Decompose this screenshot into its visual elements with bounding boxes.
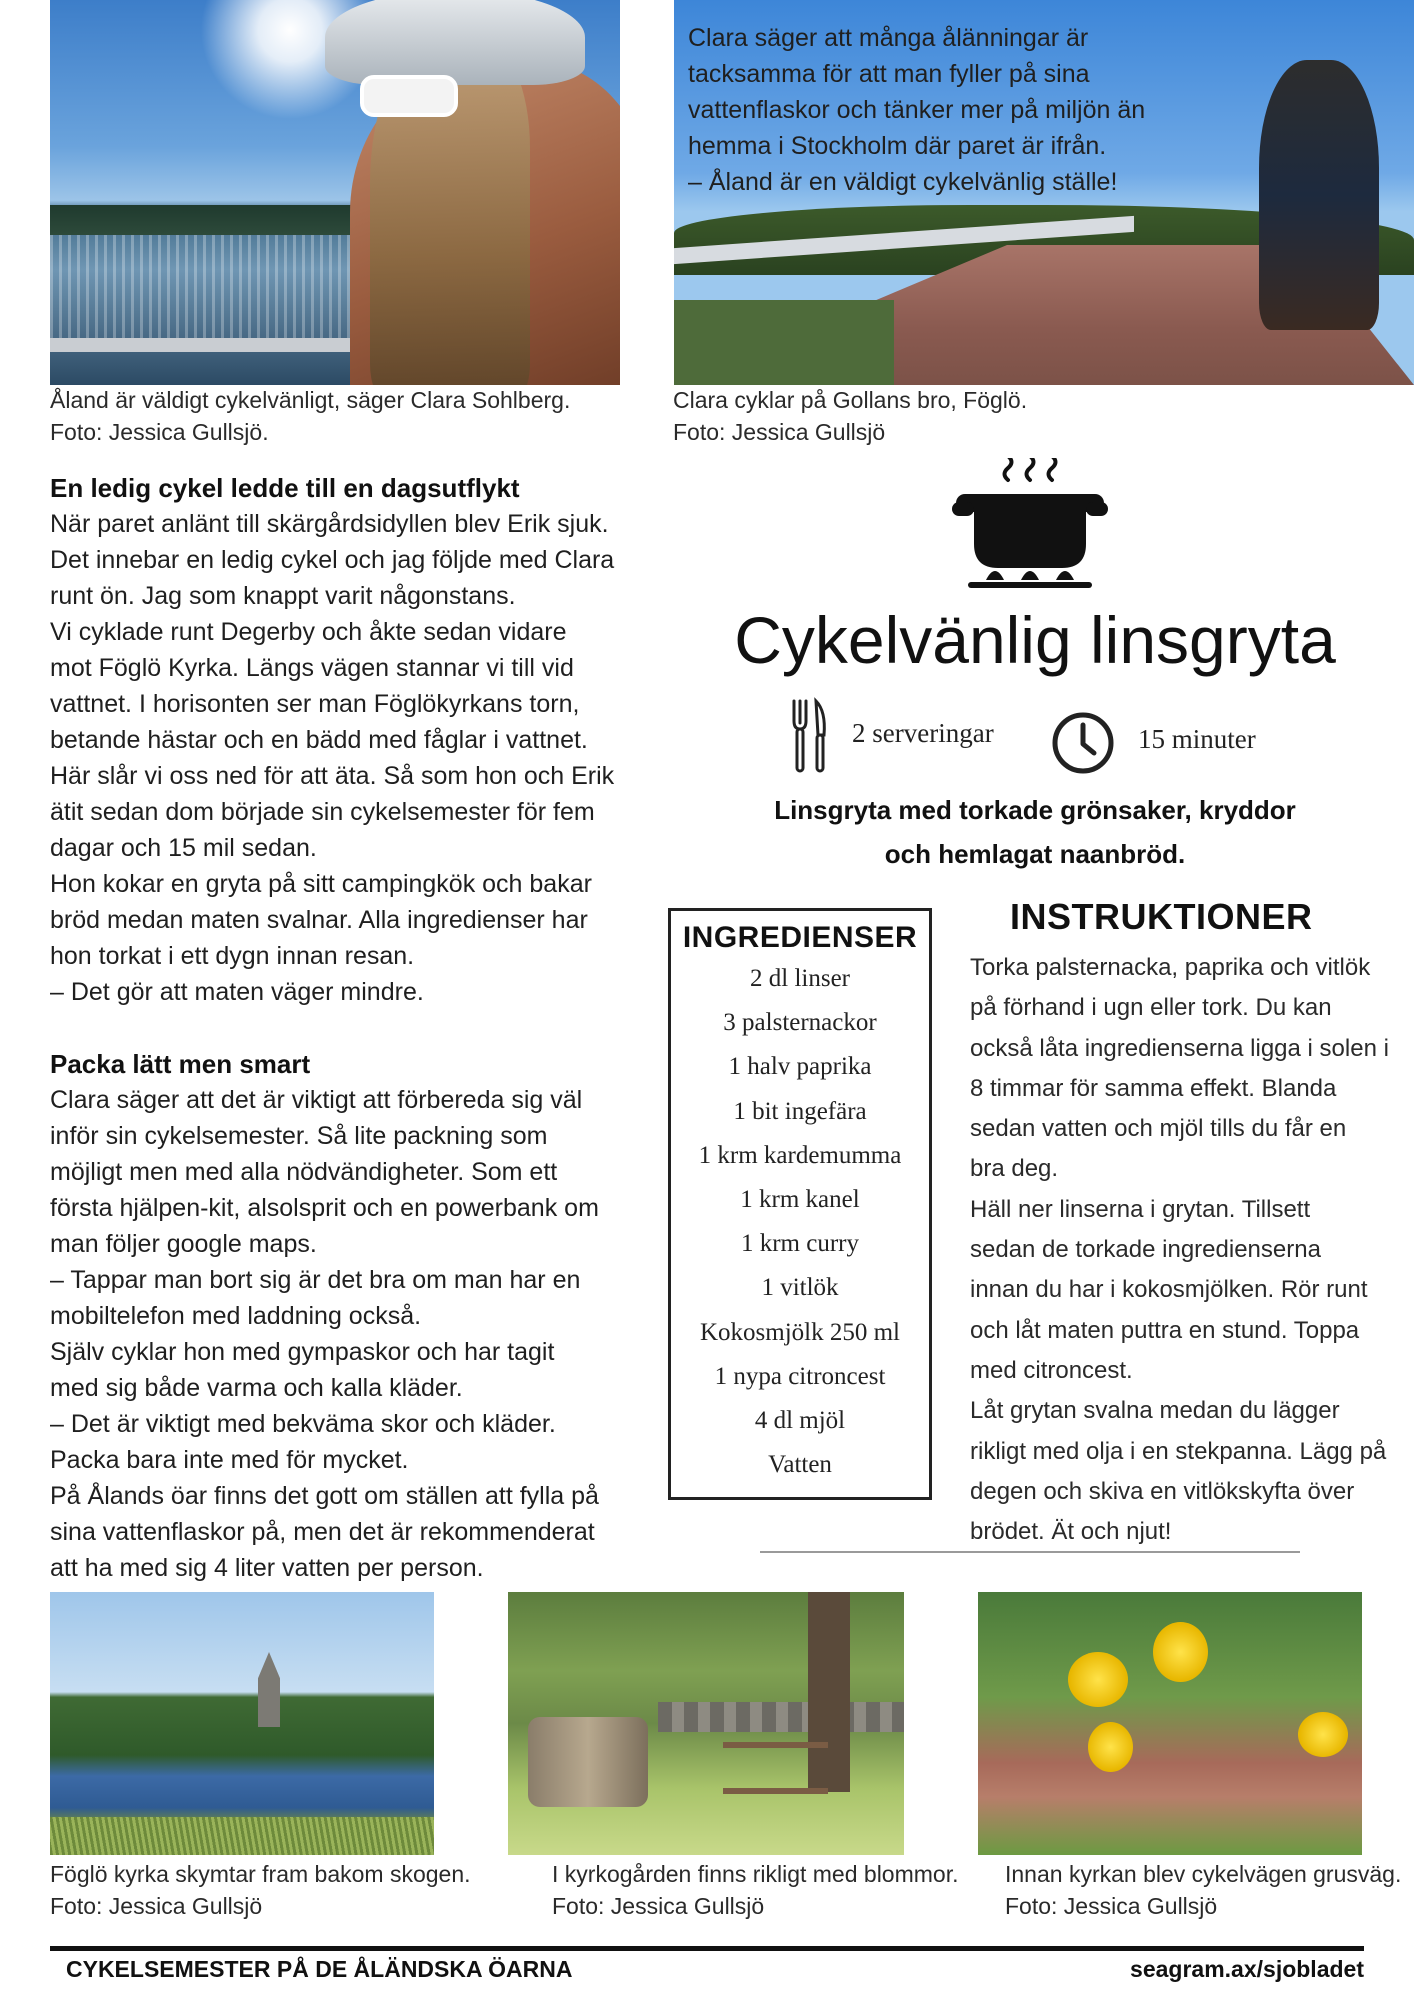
article-line: Här slår vi oss ned för att äta. Så som hon och Erik (50, 762, 615, 790)
quote-line: Clara säger att många ålänningar är (688, 24, 1089, 52)
article-line: betande hästar och en bädd med fåglar i vattnet. (50, 726, 588, 754)
instruction-line: Häll ner linserna i grytan. Tillsett (970, 1195, 1311, 1223)
article-line: – Det gör att maten väger mindre. (50, 978, 424, 1006)
ingredient-item: 4 dl mjöl (754, 1406, 846, 1434)
ingredient-item: 1 krm curry (740, 1230, 860, 1258)
article-line: med sig både varma och kalla kläder. (50, 1374, 463, 1402)
instruction-line: Låt grytan svalna medan du lägger (970, 1397, 1340, 1425)
recipe-title: Cykelvänlig linsgryta (734, 603, 1336, 677)
article-line: mobiltelefon med laddning också. (50, 1302, 422, 1330)
article-line: man följer google maps. (50, 1230, 317, 1258)
instructions-text (970, 948, 1410, 1552)
section-heading: En ledig cykel ledde till en dagsutflykt (50, 473, 520, 503)
fork-knife-icon (790, 697, 830, 775)
yellow-flower (1298, 1712, 1348, 1757)
ingredient-item: 1 krm kanel (740, 1185, 860, 1213)
instruction-line: också låta ingredienserna ligga i solen i (970, 1034, 1389, 1062)
article-line: dagar och 15 mil sedan. (50, 834, 317, 862)
article-line: sina vattenflaskor på, men det är rekommenderat (50, 1518, 595, 1546)
instruction-line: bra deg. (970, 1155, 1059, 1183)
instruction-line: innan du har i kokosmjölken. Rör runt (970, 1276, 1368, 1304)
article-line: inför sin cykelsemester. Så lite packning som (50, 1122, 548, 1150)
quote-line: tacksamma för att man fyller på sina (688, 60, 1090, 88)
instruction-line: på förhand i ugn eller tork. Du kan (970, 994, 1332, 1022)
article-line: vattnet. I horisonten ser man Föglökyrkans torn, (50, 690, 580, 718)
bike-helmet (325, 0, 585, 85)
article-line: bröd medan maten svalnar. Alla ingredienser har (50, 906, 588, 934)
footer-rule (50, 1946, 1364, 1951)
church-steeple (258, 1652, 280, 1727)
article-line: Hon kokar en gryta på sitt campingkök och bakar (50, 870, 592, 898)
quote-line: hemma i Stockholm där paret är ifrån. (688, 132, 1107, 160)
instruction-line: degen och skiva en vitlökskyfta över (970, 1477, 1355, 1505)
article-line: att ha med sig 4 liter vatten per person. (50, 1554, 484, 1582)
photo-quote-overlay (688, 20, 1208, 200)
article-line: På Ålands öar finns det gott om ställen att fylla på (50, 1482, 599, 1510)
ingredient-item: Vatten (768, 1451, 832, 1479)
photo-kyrkogard (508, 1592, 904, 1855)
footer-section-title: CYKELSEMESTER PÅ DE ÅLÄNDSKA ÖARNA (66, 1956, 573, 1982)
instruction-line: sedan de torkade ingredienserna (970, 1236, 1321, 1264)
recipe-subtitle (690, 788, 1380, 876)
photo-caption: I kyrkogården finns rikligt med blommor. (552, 1861, 959, 1887)
article-body (50, 470, 650, 1586)
photo-credit: Foto: Jessica Gullsjö (50, 1893, 263, 1919)
photo-clara-sohlberg (50, 0, 620, 385)
ingredient-item: Kokosmjölk 250 ml (699, 1318, 900, 1346)
photo-caption: Åland är väldigt cykelvänligt, säger Clara Sohlberg. (50, 387, 571, 413)
article-line: hon torkat i ett dygn innan resan. (50, 942, 415, 970)
instruction-line: brödet. Ät och njut! (970, 1518, 1172, 1546)
ingredients-heading: INGREDIENSER (682, 921, 918, 954)
reeds (50, 1817, 434, 1855)
section-heading: Packa lätt men smart (50, 1049, 311, 1079)
cooking-time-label: 15 minuter (1138, 724, 1256, 754)
servings-label: 2 serveringar (852, 718, 994, 748)
ingredient-item: 1 nypa citroncest (714, 1362, 886, 1390)
quote-line: vattenflaskor och tänker mer på miljön än (688, 96, 1146, 124)
photo-credit: Foto: Jessica Gullsjö (673, 419, 886, 445)
instruction-line: Torka palsternacka, paprika och vitlök (970, 954, 1371, 981)
tree-stump (528, 1717, 648, 1807)
article-line: första hjälpen-kit, alsolsprit och en powerbank om (50, 1194, 599, 1222)
ingredient-item: 2 dl linser (750, 965, 850, 992)
recipe-divider (760, 1551, 1300, 1553)
photo-credit: Foto: Jessica Gullsjö. (50, 419, 269, 445)
photo-caption: Föglö kyrka skymtar fram bakom skogen. (50, 1861, 471, 1887)
photo-foglo-kyrka (50, 1592, 434, 1855)
photo-caption: Innan kyrkan blev cykelvägen grusväg. (1005, 1861, 1402, 1887)
yellow-flower (1068, 1652, 1128, 1707)
shoreline (50, 205, 380, 235)
ingredient-item: 1 halv paprika (728, 1053, 872, 1081)
article-line: runt ön. Jag som knappt varit någonstans. (50, 582, 516, 610)
instruction-line: rikligt med olja i en stekpanna. Lägg på (970, 1437, 1387, 1465)
ingredients-list (671, 957, 929, 1487)
sunglasses (360, 75, 458, 117)
ingredient-item: 1 krm kardemumma (698, 1141, 902, 1169)
article-line: mot Föglö Kyrka. Längs vägen stannar vi till vid (50, 654, 574, 682)
instruction-line: och låt maten puttra en stund. Toppa (970, 1316, 1360, 1344)
bench (723, 1742, 828, 1794)
article-line: – Tappar man bort sig är det bra om man har en (50, 1266, 581, 1294)
article-line: Det innebar en ledig cykel och jag följde med Clara (50, 546, 615, 574)
cooking-pot-icon (950, 458, 1110, 593)
instruction-line: 8 timmar för samma effekt. Blanda (970, 1074, 1337, 1102)
instruction-line: sedan vatten och mjöl tills du får en (970, 1115, 1347, 1143)
quote-line: – Åland är en väldigt cykelvänlig ställe! (688, 168, 1118, 196)
roadside-grass (674, 300, 894, 385)
yellow-flower (1088, 1722, 1133, 1772)
stone-wall (658, 1702, 904, 1732)
article-line: Clara säger att det är viktigt att förbereda sig väl (50, 1086, 583, 1114)
photo-credit: Foto: Jessica Gullsjö (1005, 1893, 1218, 1919)
photo-credit: Foto: Jessica Gullsjö (552, 1893, 765, 1919)
photo-caption: Clara cyklar på Gollans bro, Föglö. (673, 387, 1028, 413)
clock-icon (1050, 710, 1116, 776)
article-line: – Det är viktigt med bekväma skor och kläder. (50, 1410, 556, 1438)
subtitle-line: och hemlagat naanbröd. (884, 839, 1186, 869)
subtitle-line: Linsgryta med torkade grönsaker, kryddor (774, 795, 1296, 825)
cyclist (1259, 60, 1379, 330)
article-line: möjligt men med alla nödvändigheter. Som ett (50, 1158, 558, 1186)
article-line: Packa bara inte med för mycket. (50, 1446, 409, 1474)
paragraph-gap (50, 1010, 650, 1046)
footer-url: seagram.ax/sjobladet (1130, 1956, 1364, 1982)
article-line: När paret anlänt till skärgårdsidyllen blev Erik sjuk. (50, 510, 609, 538)
article-line: Vi cyklade runt Degerby och åkte sedan vidare (50, 618, 567, 646)
ingredient-item: 3 palsternackor (723, 1009, 877, 1037)
article-line: ätit sedan dom började sin cykelsemester för fem (50, 798, 595, 826)
ingredient-item: 1 bit ingefära (733, 1097, 867, 1125)
photo-cykelvag (978, 1592, 1362, 1855)
instructions-heading: INSTRUKTIONER (1010, 896, 1313, 937)
ingredients-box (668, 908, 932, 1500)
ingredient-item: 1 vitlök (761, 1274, 839, 1302)
instruction-line: med citroncest. (970, 1356, 1133, 1384)
yellow-flower (1153, 1622, 1208, 1682)
article-line: Själv cyklar hon med gympaskor och har tagit (50, 1338, 555, 1366)
